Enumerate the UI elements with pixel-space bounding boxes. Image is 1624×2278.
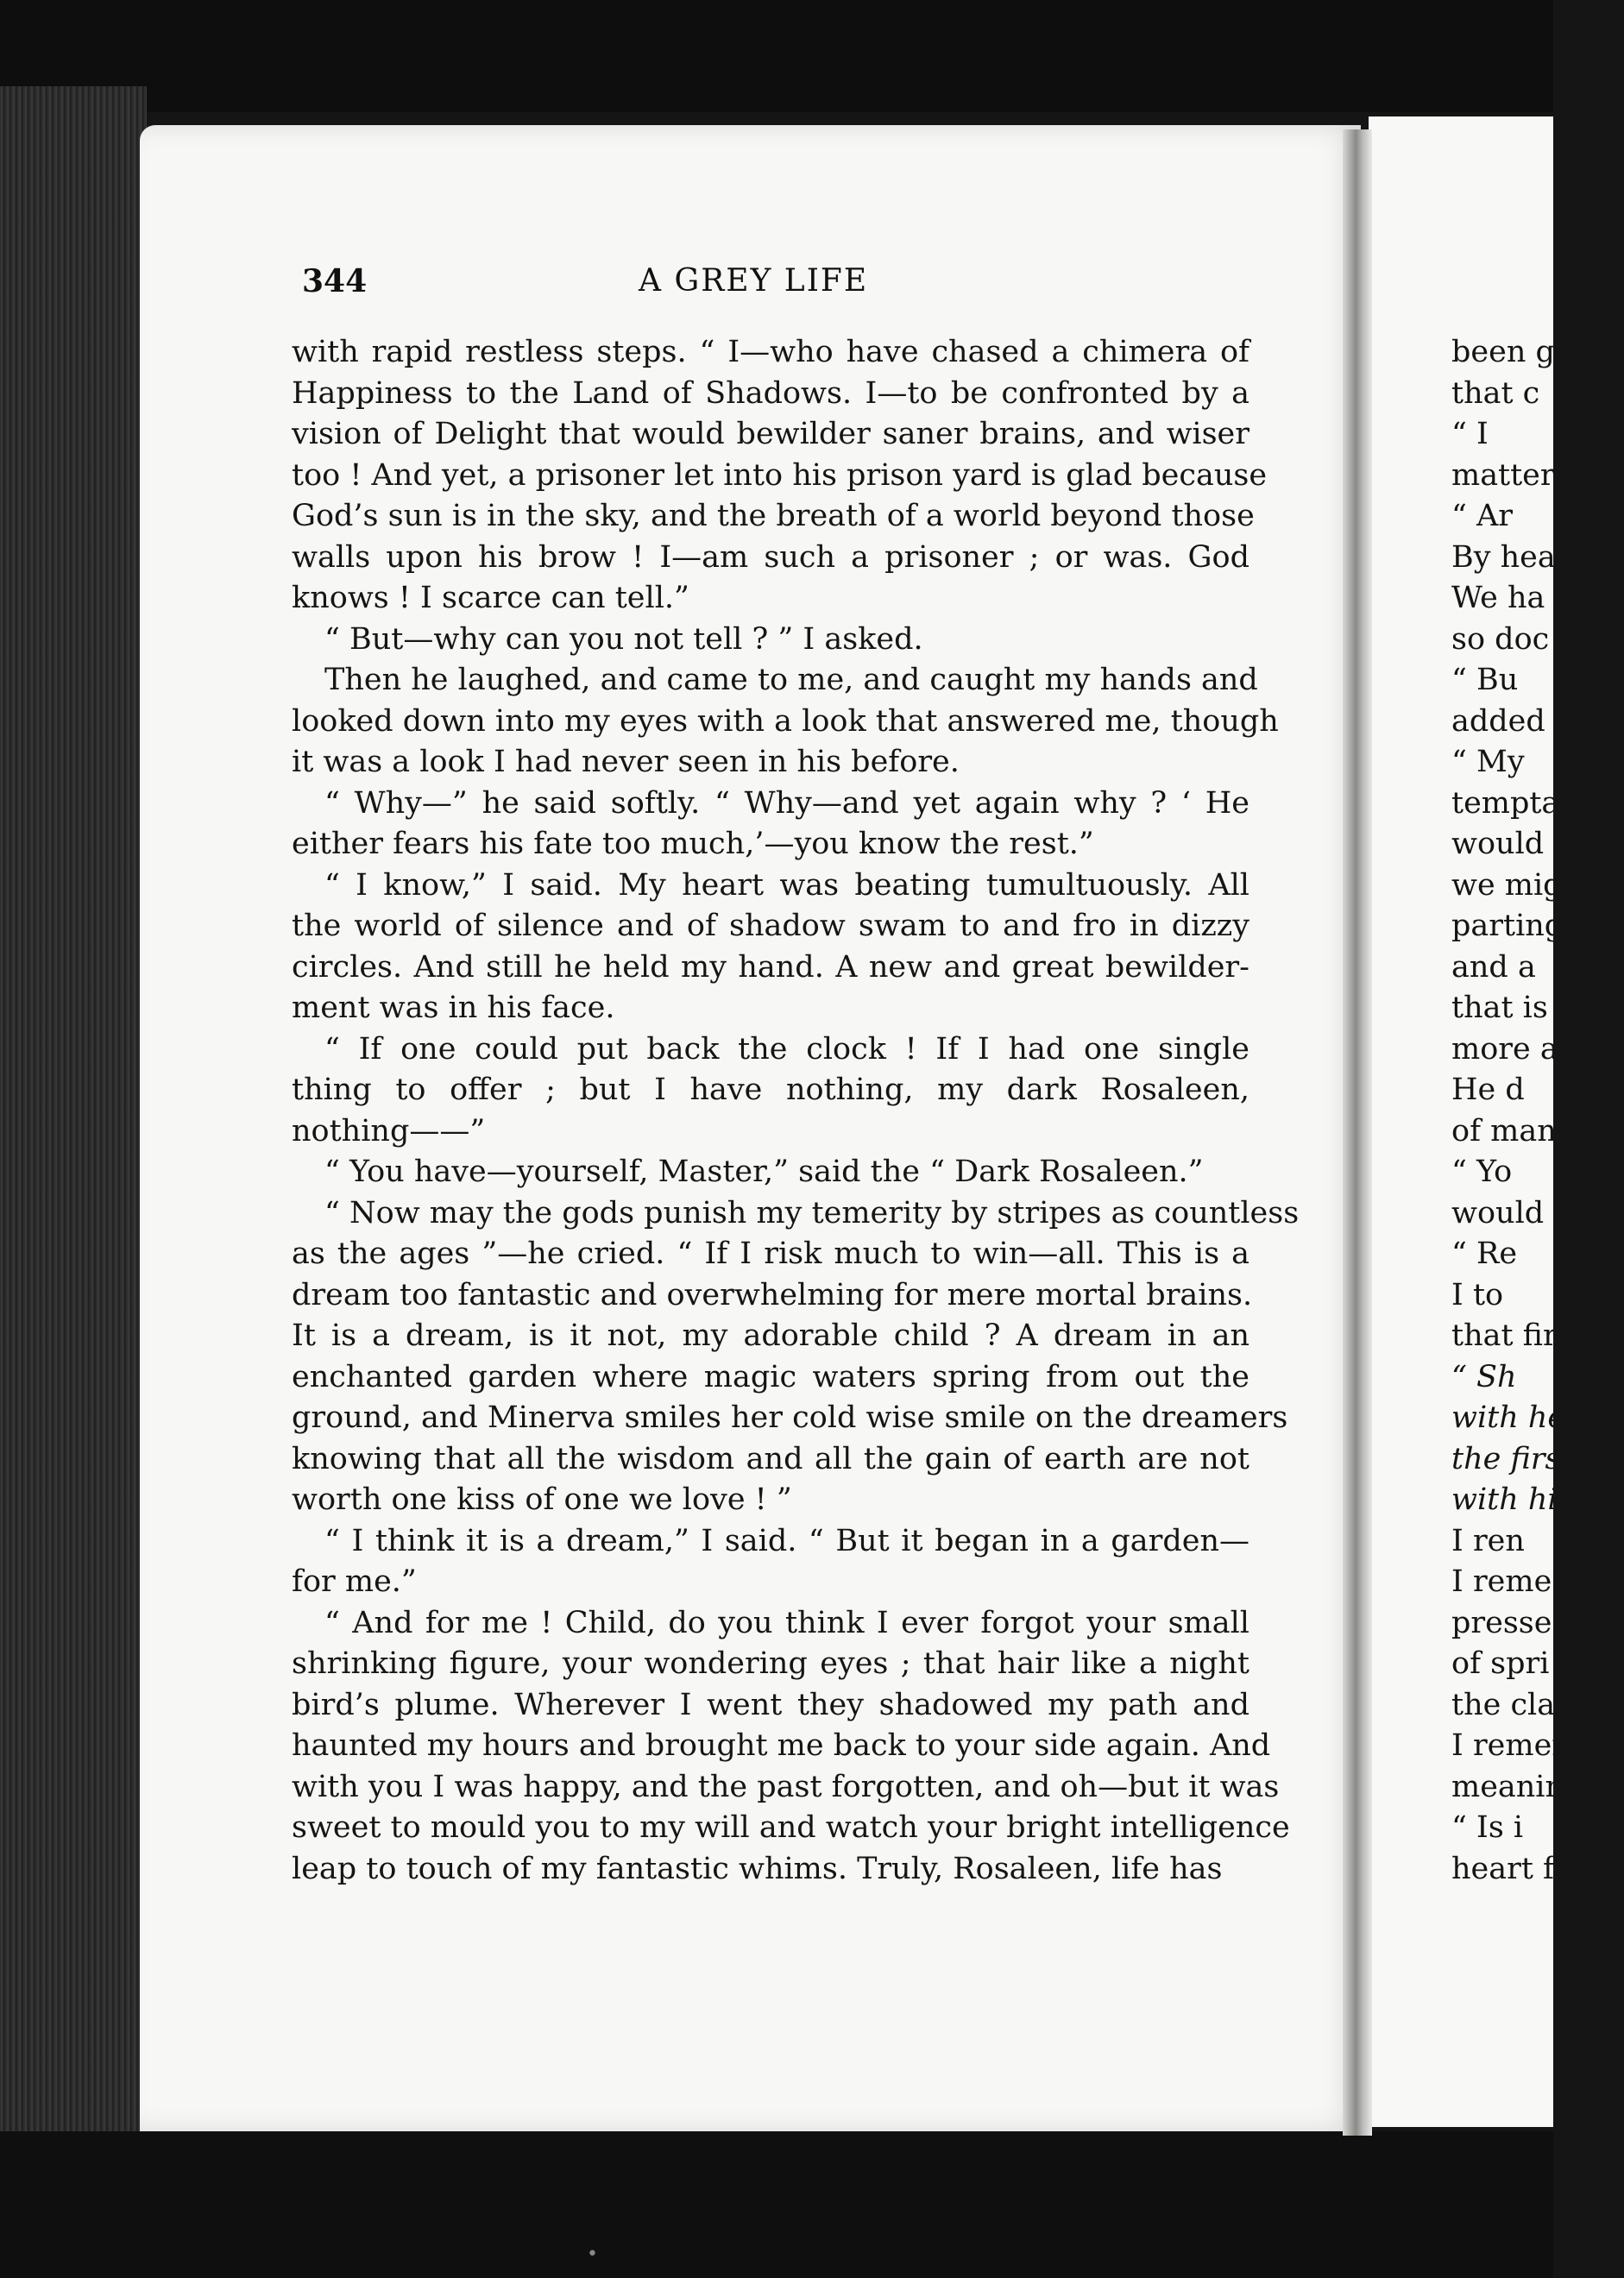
text-line: sweet to mould you to my will and watch your bright intelligence <box>292 1810 1290 1845</box>
text-line: “ Now may the gods punish my temerity by stripes as countless <box>324 1195 1300 1230</box>
text-line: leap to touch of my fantastic whims. Truly, Rosaleen, life has <box>292 1851 1223 1886</box>
text-line: worth one kiss of one we love ! ” <box>292 1482 792 1517</box>
text-line: “ Bu <box>1451 663 1519 697</box>
text-line: Happiness to the Land of Shadows. I—to be confronted by a <box>292 375 1249 411</box>
text-line: walls upon his brow ! I—am such a prisoner ; or was. God <box>292 539 1249 575</box>
text-line: of spri <box>1451 1646 1550 1681</box>
text-line: I ren <box>1451 1523 1525 1558</box>
text-line: for me.” <box>292 1564 417 1599</box>
text-line: I reme <box>1451 1564 1552 1599</box>
text-line: enchanted garden where magic waters spring from out the <box>292 1359 1249 1394</box>
text-line: added <box>1451 703 1545 739</box>
text-line: pressed <box>1451 1605 1571 1640</box>
text-line: “ Why—” he said softly. “ Why—and yet again why ? ‘ He <box>324 785 1249 821</box>
running-title: A GREY LIFE <box>639 263 869 299</box>
text-line: He d <box>1451 1073 1525 1107</box>
book-gutter <box>1343 129 1372 2136</box>
text-line: it was a look I had never seen in his before. <box>292 745 960 779</box>
right-page <box>1369 116 1573 2127</box>
text-line: the world of silence and of shadow swam to and fro in dizzy <box>292 909 1249 943</box>
text-line: we mig <box>1451 867 1563 903</box>
text-line: with rapid restless steps. “ I—who have chased a chimera of <box>292 335 1249 369</box>
text-line: “ Yo <box>1451 1155 1513 1189</box>
text-line: meanin <box>1451 1769 1565 1804</box>
text-line: “ You have—yourself, Master,” said the “ Dark Rosaleen.” <box>324 1155 1204 1189</box>
text-line: vision of Delight that would bewilder saner brains, and wiser <box>292 417 1249 451</box>
text-line: “ And for me ! Child, do you think I ever forgot your small <box>324 1605 1249 1640</box>
background-bottom <box>0 2131 1553 2278</box>
text-line: “ Sh <box>1451 1359 1517 1394</box>
text-line: ment was in his face. <box>292 991 615 1025</box>
text-line: “ My <box>1451 745 1525 779</box>
text-line: matter <box>1451 457 1555 493</box>
text-line: been g <box>1451 335 1555 369</box>
text-line: the cla <box>1451 1687 1556 1722</box>
text-line: the first <box>1451 1441 1573 1476</box>
text-line: looked down into my eyes with a look that answered me, though <box>292 703 1279 739</box>
text-line: ground, and Minerva smiles her cold wise smile on the dreamers <box>292 1400 1288 1435</box>
book-edge <box>0 86 147 2140</box>
text-line: By hea <box>1451 539 1556 575</box>
text-line: “ I think it is a dream,” I said. “ But it began in a garden— <box>324 1523 1249 1558</box>
text-line: I to <box>1451 1277 1504 1312</box>
text-line: so doc <box>1451 621 1550 657</box>
text-line: God’s sun is in the sky, and the breath of a world beyond those <box>292 499 1255 533</box>
text-line: that is <box>1451 991 1548 1025</box>
page-number: 344 <box>302 263 368 299</box>
text-line: heart fo <box>1451 1851 1573 1886</box>
left-page-text <box>292 332 1300 1890</box>
text-line: We ha <box>1451 581 1545 615</box>
text-line: would <box>1451 1195 1545 1230</box>
text-line: either fears his fate too much,’—you know the rest.” <box>292 827 1094 861</box>
text-line: Then he laughed, and came to me, and caught my hands and <box>324 663 1258 697</box>
text-line: more a <box>1451 1031 1558 1067</box>
text-line: “ But—why can you not tell ? ” I asked. <box>324 621 923 657</box>
text-line: knows ! I scarce can tell.” <box>292 581 689 615</box>
text-line: of man <box>1451 1113 1557 1148</box>
text-line: too ! And yet, a prisoner let into his prison yard is glad because <box>292 457 1268 493</box>
text-line: “ If one could put back the clock ! If I had one single <box>324 1031 1249 1067</box>
text-line: “ Re <box>1451 1237 1518 1271</box>
text-line: bird’s plume. Wherever I went they shadowed my path and <box>292 1687 1249 1722</box>
page-mark: • <box>587 2243 598 2265</box>
text-line: “ I know,” I said. My heart was beating tumultuously. All <box>324 867 1249 903</box>
page-header <box>302 263 1251 315</box>
text-line: shrinking figure, your wondering eyes ; that hair like a night <box>292 1646 1249 1681</box>
text-line: “ Ar <box>1451 499 1514 533</box>
text-line: that fir <box>1451 1318 1558 1353</box>
text-line: circles. And still he held my hand. A new and great bewilder- <box>292 949 1249 985</box>
text-line: and a <box>1451 949 1536 985</box>
text-line: “ I <box>1451 417 1489 451</box>
text-line: knowing that all the wisdom and all the gain of earth are not <box>292 1441 1249 1476</box>
text-line: would <box>1451 827 1545 861</box>
text-line: haunted my hours and brought me back to your side again. And <box>292 1728 1271 1763</box>
text-line: with he <box>1451 1400 1566 1435</box>
text-line: with you I was happy, and the past forgotten, and oh—but it was <box>292 1769 1280 1804</box>
text-line: as the ages ”—he cried. “ If I risk much to win—all. This is a <box>292 1237 1249 1271</box>
background-top <box>0 0 1553 112</box>
text-line: dream too fantastic and overwhelming for mere mortal brains. <box>292 1277 1253 1312</box>
right-page-text <box>1451 332 1624 1890</box>
text-line: parting <box>1451 909 1564 943</box>
text-line: It is a dream, is it not, my adorable child ? A dream in an <box>292 1318 1249 1353</box>
text-line: “ Is i <box>1451 1810 1524 1845</box>
text-line: thing to offer ; but I have nothing, my dark Rosaleen, <box>292 1073 1249 1107</box>
text-line: that c <box>1451 375 1540 411</box>
text-line: with hi <box>1451 1482 1558 1517</box>
text-line: nothing——” <box>292 1113 486 1148</box>
text-line: tempta <box>1451 785 1560 821</box>
text-line: I remer <box>1451 1728 1567 1763</box>
